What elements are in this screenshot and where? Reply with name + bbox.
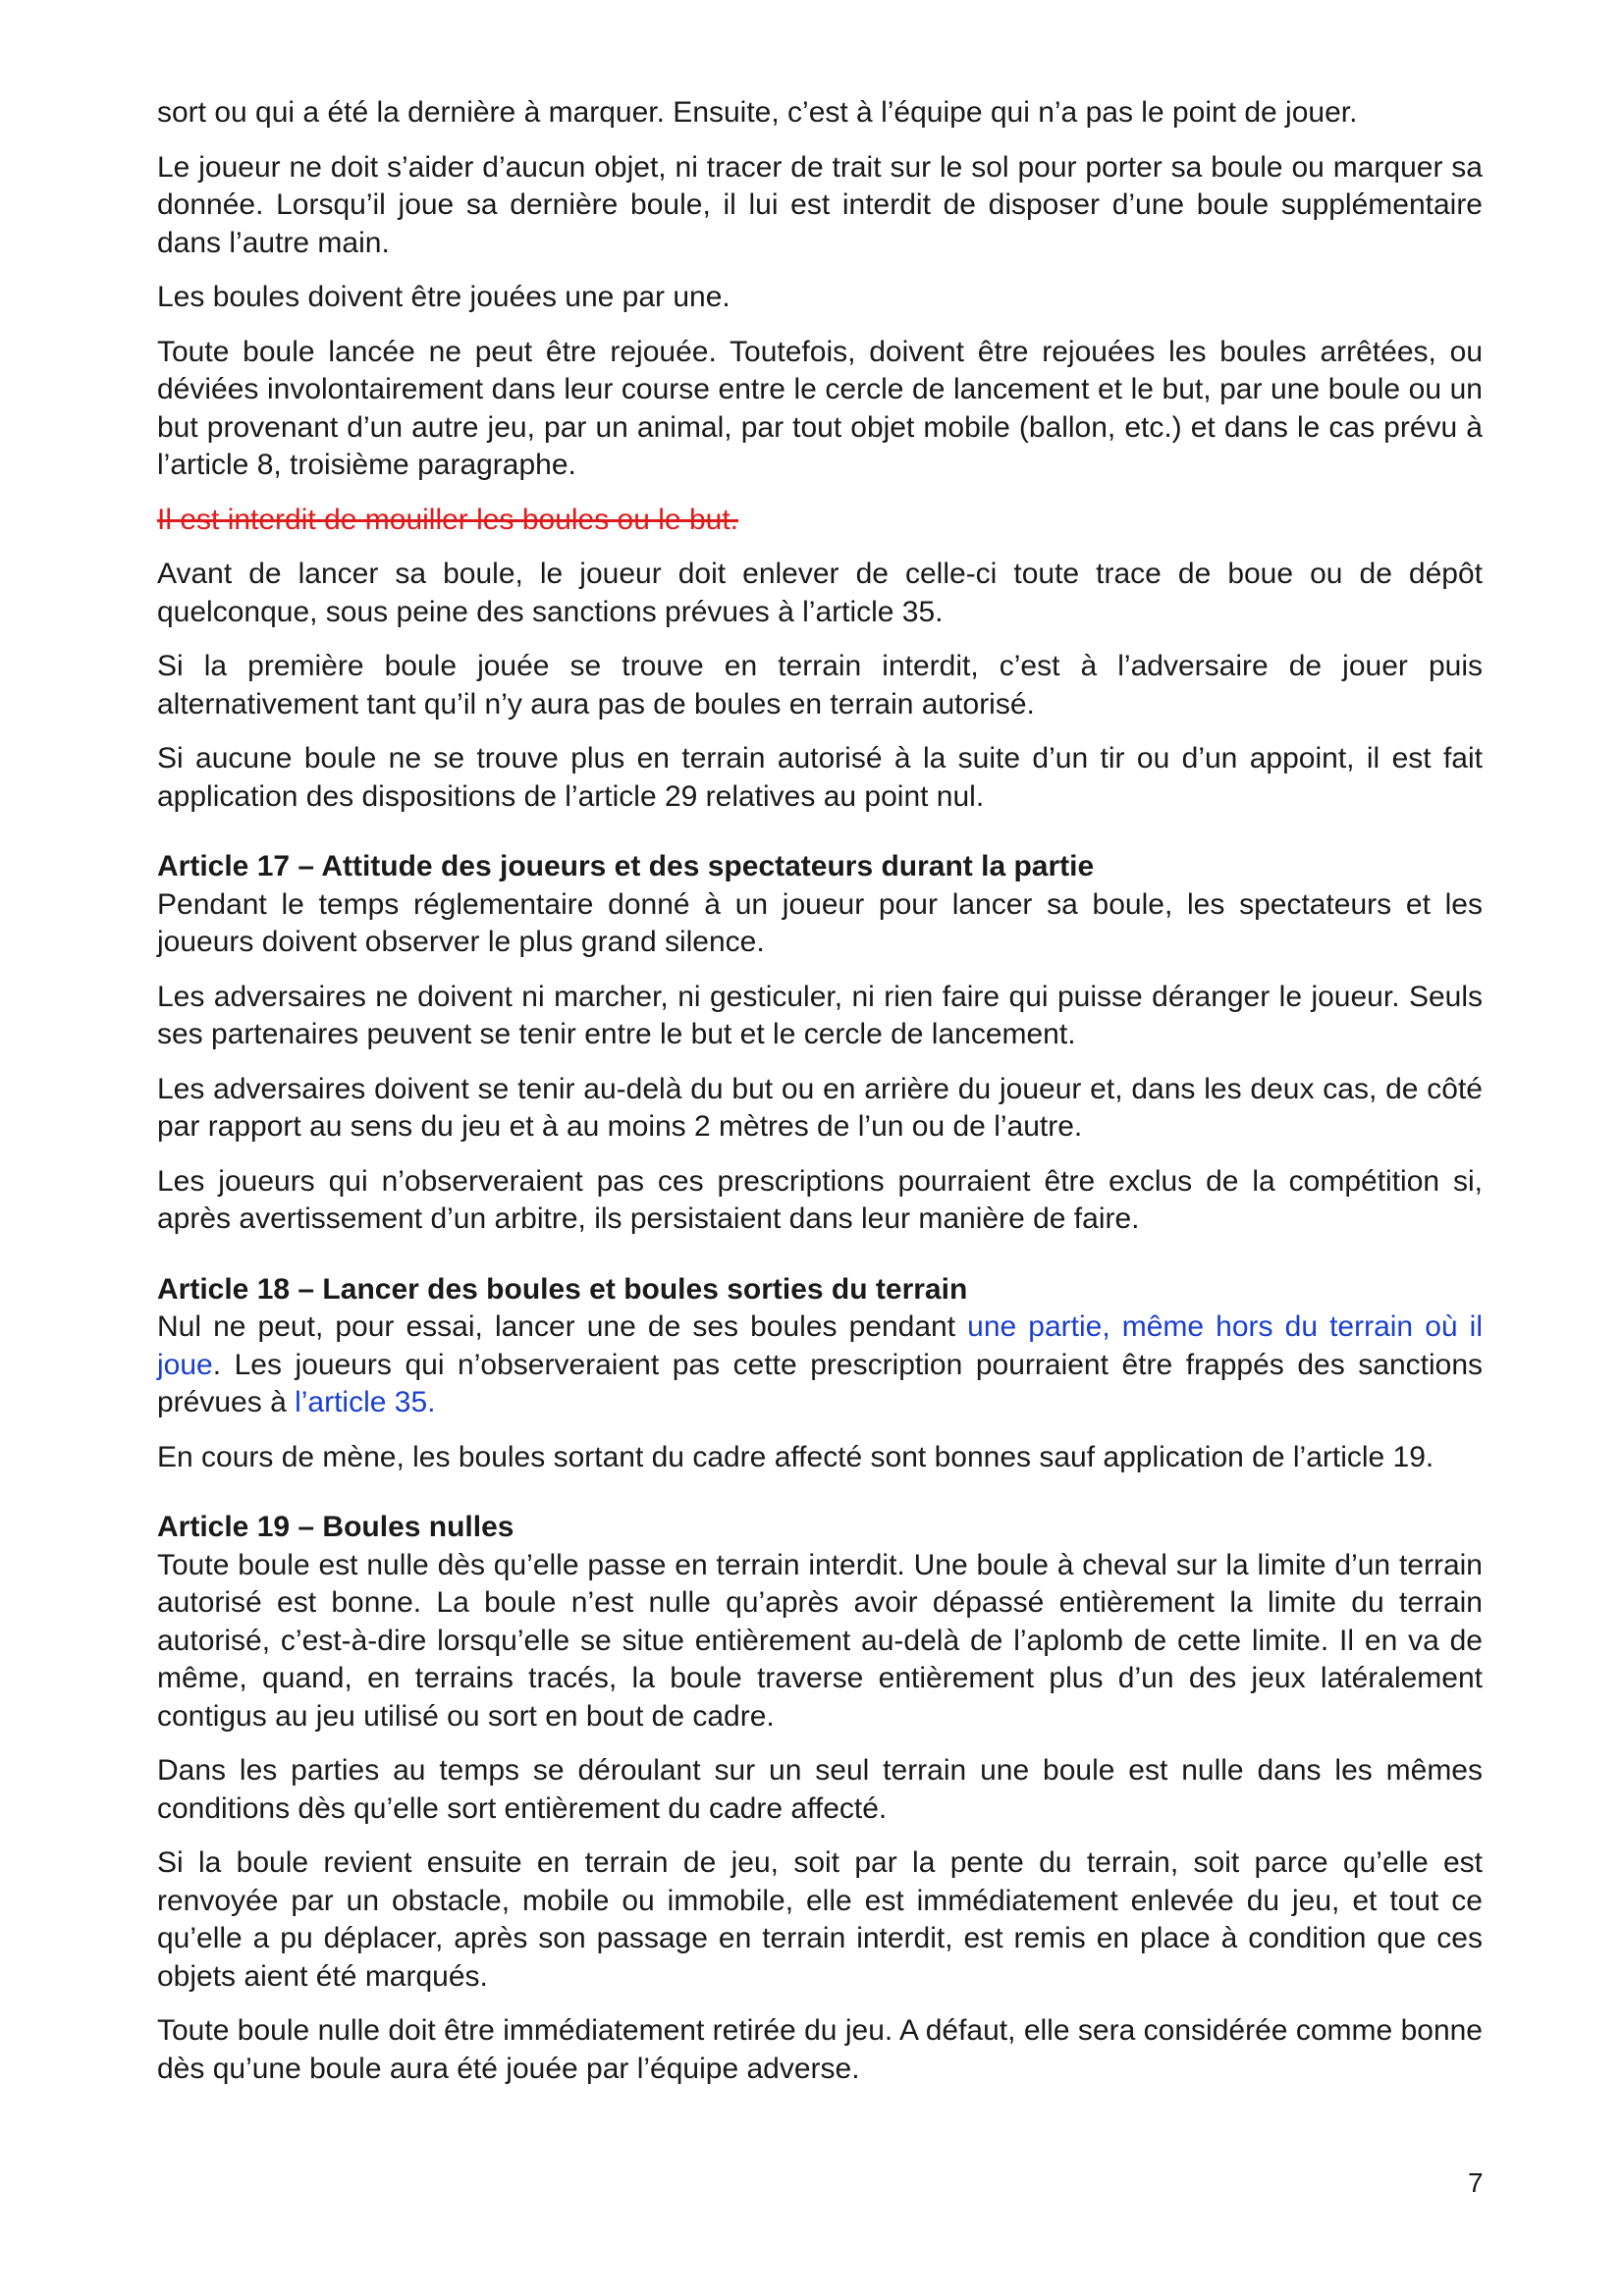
article-19-paragraph-1: Toute boule est nulle dès qu’elle passe en terrain interdit. Une boule à cheval sur la limite d’un terrain autorisé est bonne. La boule n’est nulle qu’après avoir dépassé entièrement la limite du terrain autorisé, c’est-à-dire lorsqu’elle se situe entièrement au-delà de l’aplomb de cette limite. Il en va de même, quand, en terrains tracés, la boule traverse entièrement plus d’un des jeux latéralement contigus au jeu utilisé ou sort en bout de cadre. — [157, 1548, 1483, 1733]
paragraph-no-object-aid: Le joueur ne doit s’aider d’aucun objet, ni tracer de trait sur le sol pour porter sa boule ou marquer sa donnée. Lorsqu’il joue sa dernière boule, il lui est interdit de disposer d’une boule supplémentaire dans l’autre main. — [157, 150, 1483, 259]
paragraph-one-by-one: Les boules doivent être jouées une par une. — [157, 281, 730, 313]
article-18-p1-text-c: . Les joueurs qui n’observeraient pas cette prescription pourraient être frappés des sanctions prévues à — [157, 1348, 1483, 1418]
article-17-title: Article 17 – Attitude des joueurs et des spectateurs durant la partie — [157, 850, 1095, 882]
paragraph-struck-wet-balls — [157, 502, 1483, 540]
document-page — [157, 94, 1483, 2105]
article-17-paragraph-1: Pendant le temps réglementaire donné à un joueur pour lancer sa boule, les spectateurs et les joueurs doivent observer le plus grand silence. — [157, 887, 1483, 958]
article-17-paragraph-2: Les adversaires ne doivent ni marcher, ni gesticuler, ni rien faire qui puisse déranger le joueur. Seuls ses partenaires peuvent se tenir entre le but et le cercle de lancement. — [157, 980, 1483, 1050]
paragraph-no-ball-authorized: Si aucune boule ne se trouve plus en terrain autorisé à la suite d’un tir ou d’un appoint, il est fait application des dispositions de l’article 29 relatives au point nul. — [157, 742, 1483, 813]
article-19 — [157, 1509, 1483, 2088]
article-18-title: Article 18 – Lancer des boules et boules sorties du terrain — [157, 1272, 968, 1306]
article-18-p1-blue-reference: l’article 35. — [295, 1386, 436, 1418]
article-18-paragraph-1 — [157, 1308, 1483, 1422]
paragraph-clean-ball: Avant de lancer sa boule, le joueur doit enlever de celle-ci toute trace de boue ou de dépôt quelconque, sous peine des sanctions prévues à l’article 35. — [157, 558, 1483, 628]
paragraph-first-ball-forbidden: Si la première boule jouée se trouve en terrain interdit, c’est à l’adversaire de jouer puis alternativement tant qu’il n’y aura pas de boules en terrain autorisé. — [157, 650, 1483, 721]
paragraph-end-of-previous-article: sort ou qui a été la dernière à marquer. Ensuite, c’est à l’équipe qui n’a pas le point de jouer. — [157, 96, 1358, 129]
article-17-paragraph-4: Les joueurs qui n’observeraient pas ces prescriptions pourraient être exclus de la compétition si, après avertissement d’un arbitre, ils persistaient dans leur manière de faire. — [157, 1164, 1483, 1235]
paragraph-replay-rules: Toute boule lancée ne peut être rejouée. Toutefois, doivent être rejouées les boules arrêtées, ou déviées involontairement dans leur course entre le cercle de lancement et le but, par une boule ou un but provenant d’un autre jeu, par un animal, par tout objet mobile (ballon, etc.) et dans le cas prévu à l’article 8, troisième paragraphe. — [157, 335, 1483, 481]
article-18-paragraph-2: En cours de mène, les boules sortant du cadre affecté sont bonnes sauf application de l’article 19. — [157, 1440, 1434, 1473]
article-18 — [157, 1271, 1483, 1477]
struck-text: Il est interdit de mouiller les boules ou le but. — [157, 503, 738, 536]
article-18-p1-text-a: Nul ne peut, pour essai, lancer une de ses boules pendant — [157, 1310, 968, 1343]
article-19-paragraph-3: Si la boule revient ensuite en terrain de jeu, soit par la pente du terrain, soit parce qu’elle est renvoyée par un obstacle, mobile ou immobile, elle est immédiatement enlevée du jeu, et tout ce qu’elle a pu déplacer, après son passage en terrain interdit, est remis en place à condition que ces objets aient été marqués. — [157, 1846, 1483, 1993]
article-19-paragraph-4: Toute boule nulle doit être immédiatement retirée du jeu. A défaut, elle sera considérée comme bonne dès qu’une boule aura été jouée par l’équipe adverse. — [157, 2014, 1483, 2085]
article-18-p1-blue-text: une partie, même hors du terrain où il joue — [157, 1310, 1483, 1381]
article-17 — [157, 848, 1483, 1239]
article-17-paragraph-3: Les adversaires doivent se tenir au-delà du but ou en arrière du joueur et, dans les deux cas, de côté par rapport au sens du jeu et à au moins 2 mètres de l’un ou de l’autre. — [157, 1072, 1483, 1143]
page-number: 7 — [1468, 2167, 1484, 2198]
article-19-paragraph-2: Dans les parties au temps se déroulant sur un seul terrain une boule est nulle dans les mêmes conditions dès qu’elle sort entièrement du cadre affecté. — [157, 1754, 1483, 1825]
article-19-title: Article 19 – Boules nulles — [157, 1511, 514, 1543]
